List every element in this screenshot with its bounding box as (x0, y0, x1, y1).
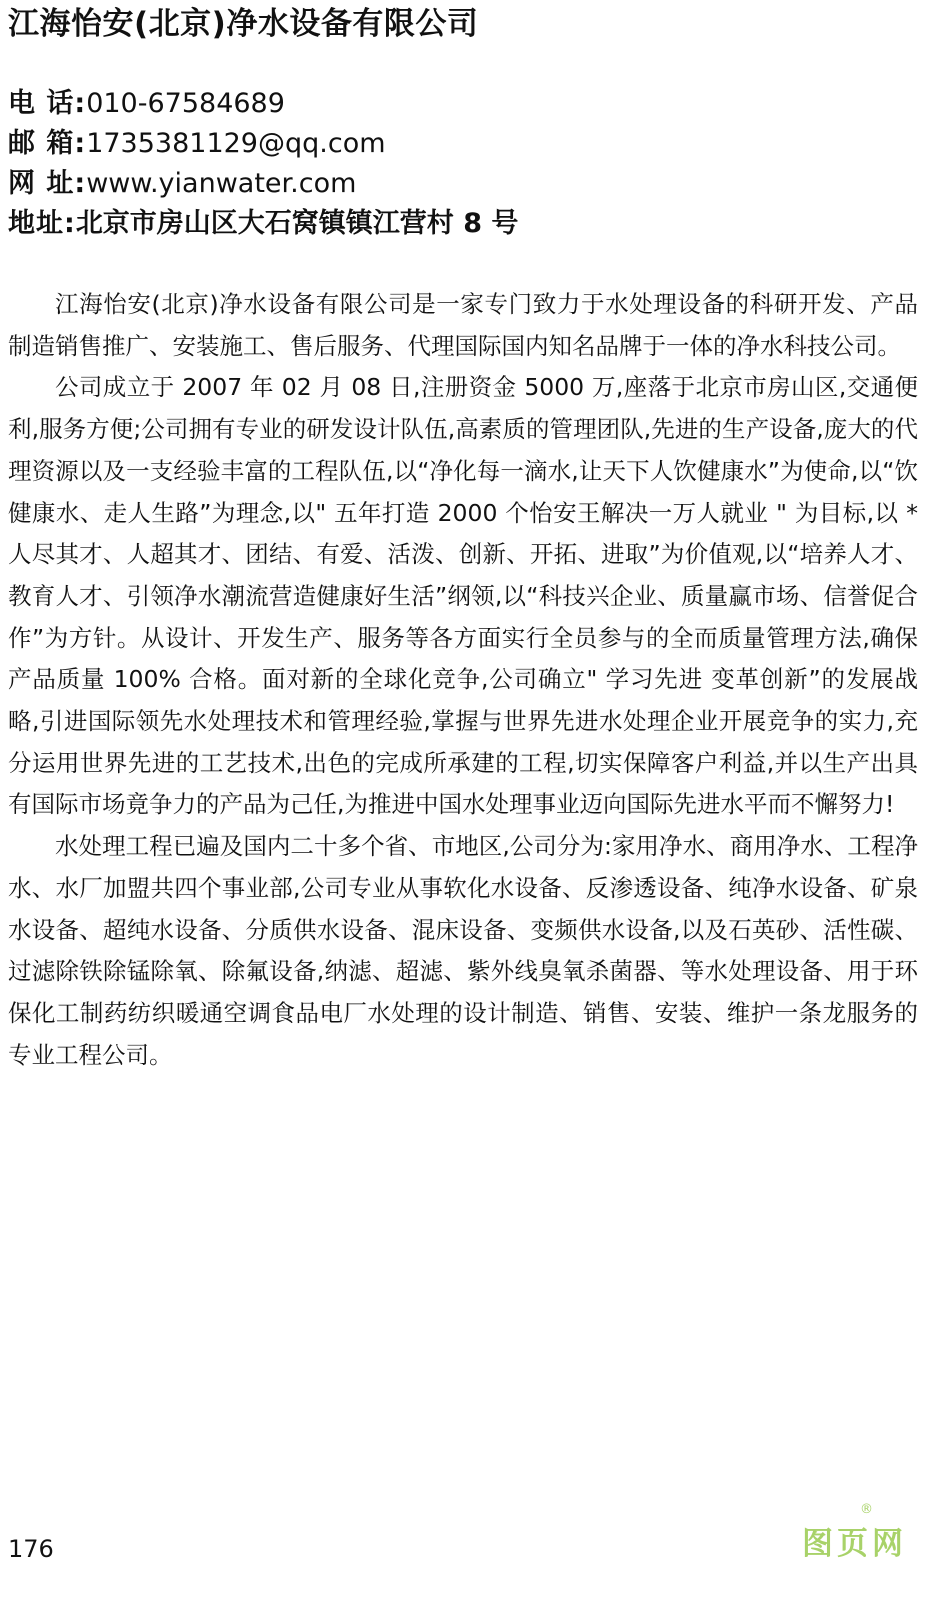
company-introduction (8, 284, 918, 1076)
registered-mark: ® (860, 1502, 873, 1517)
contact-email-row (8, 124, 928, 164)
email-value: 1735381129@qq.com (86, 128, 386, 159)
website-value: www.yianwater.com (86, 168, 357, 199)
page-number: 176 (8, 1535, 54, 1563)
phone-value: 010-67584689 (86, 88, 285, 119)
company-title: 江海怡安(北京)净水设备有限公司 (8, 6, 479, 42)
site-watermark (802, 1502, 920, 1576)
phone-label: 电 话: (8, 88, 87, 119)
email-label: 邮 箱: (8, 128, 87, 159)
address-value: 北京市房山区大石窝镇镇江营村 8 号 (75, 208, 519, 239)
website-label: 网 址: (8, 168, 87, 199)
contact-phone-row (8, 84, 928, 124)
contact-website-row (8, 164, 928, 204)
address-label: 地址: (8, 208, 76, 239)
contact-address-row (8, 204, 928, 244)
intro-paragraph-2: 公司成立于 2007 年 02 月 08 日,注册资金 5000 万,座落于北京市房山区,交通便利,服务方便;公司拥有专业的研发设计队伍,高素质的管理团队,先进的生产设备,庞大的代理资源以及一支经验丰富的工程队伍,以“净化每一滴水,让天下人饮健康水”为使命,以“饮健康水、走人生路”为理念,以" 五年打造 2000 个怡安王解决一万人就业 " 为目标,以 * 人尽其才、人超其才、团结、有爱、活泼、创新、开拓、进取”为价值观,以“培养人才、教育人才、引领净水潮流营造健康好生活”纲领,以“科技兴企业、质量赢市场、信誉促合作”为方针。从设计、开发生产、服务等各方面实行全员参与的全而质量管理方法,确保产品质量 100% 合格。面对新的全球化竞争,公司确立" 学习先进 变革创新”的发展战略,引进国际领先水处理技术和管理经验,掌握与世界先进水处理企业开展竞争的实力,充分运用世界先进的工艺技术,出色的完成所承建的工程,切实保障客户利益,并以生产出具有国际市场竟争力的产品为己任,为推进中国水处理事业迈向国际先进水平而不懈努力! (8, 373, 918, 819)
intro-paragraph-3: 水处理工程已遍及国内二十多个省、市地区,公司分为:家用净水、商用净水、工程净水、水厂加盟共四个事业部,公司专业从事软化水设备、反渗透设备、纯净水设备、矿泉水设备、超纯水设备、分质供水设备、混床设备、变频供水设备,以及石英砂、活性碳、过滤除铁除锰除氧、除氟设备,纳滤、超滤、紫外线臭氧杀菌器、等水处理设备、用于环保化工制药纺织暖通空调食品电厂水处理的设计制造、销售、安装、维护一条龙服务的专业工程公司。 (8, 832, 918, 1069)
contact-info (8, 84, 928, 244)
watermark-text: 图页网 (802, 1526, 907, 1562)
intro-paragraph-1: 江海怡安(北京)净水设备有限公司是一家专门致力于水处理设备的科研开发、产品制造销售推广、安装施工、售后服务、代理国际国内知名品牌于一体的净水科技公司。 (8, 290, 918, 360)
